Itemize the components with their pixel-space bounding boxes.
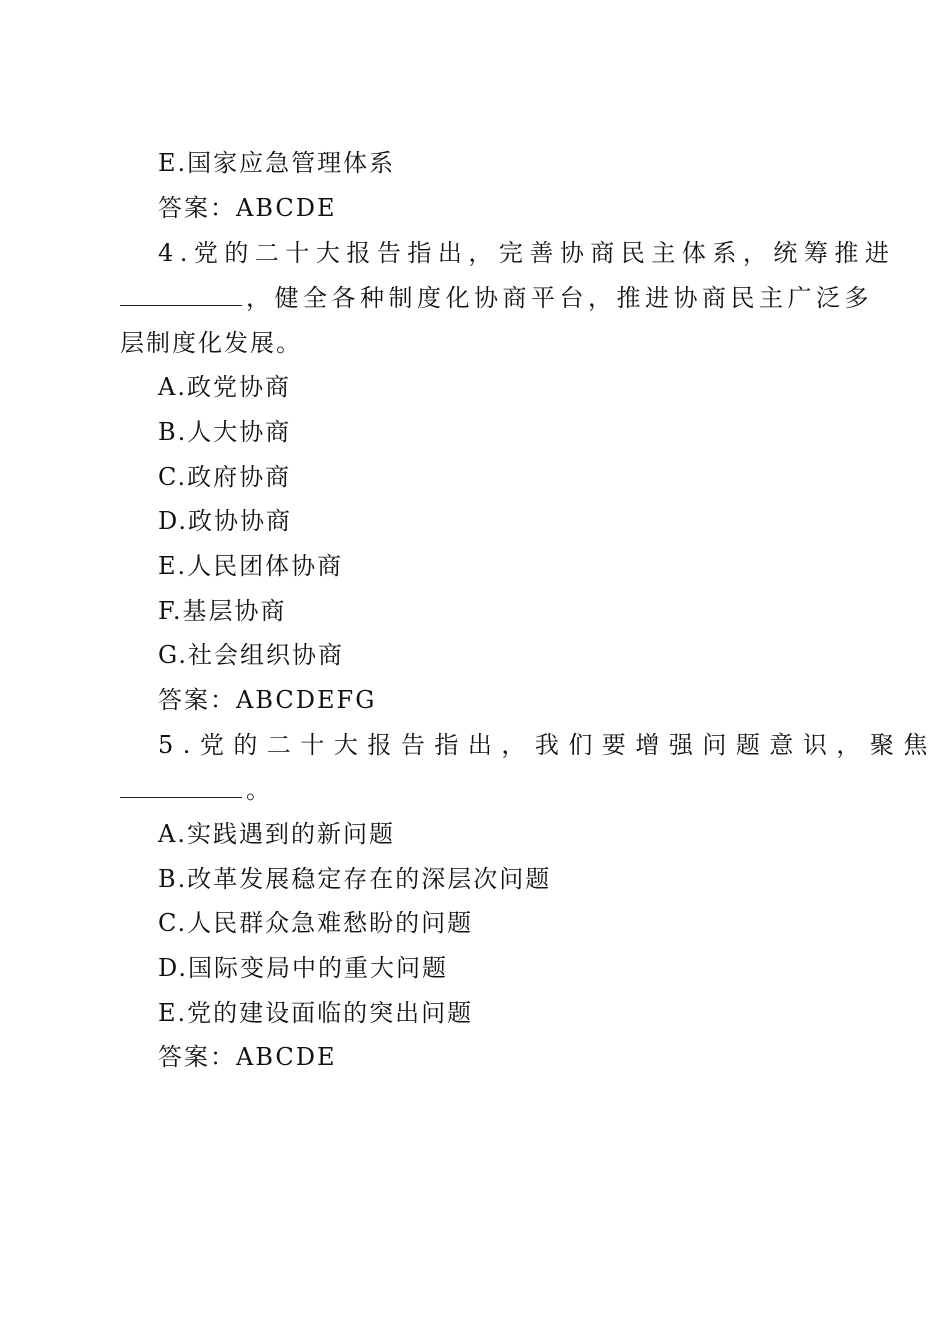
q5-option-d: D.国际变局中的重大问题 <box>158 954 449 982</box>
q4-option-g: G.社会组织协商 <box>158 641 344 669</box>
q4-fill-blank <box>120 285 242 306</box>
q3-answer: 答案：ABCDE <box>158 194 337 222</box>
q5-stem-line2-text: 。 <box>246 776 272 804</box>
q5-answer: 答案：ABCDE <box>158 1043 337 1071</box>
q4-option-b: B.人大协商 <box>158 418 292 446</box>
q4-option-c: C.政府协商 <box>158 463 292 491</box>
q4-stem-line2 <box>120 283 873 313</box>
q5-option-b: B.改革发展稳定存在的深层次问题 <box>158 865 552 893</box>
q5-option-e: E.党的建设面临的突出问题 <box>158 999 474 1027</box>
q5-option-c: C.人民群众急难愁盼的问题 <box>158 909 474 937</box>
q4-stem-line3: 层制度化发展。 <box>120 329 302 357</box>
q5-option-a: A.实践遇到的新问题 <box>158 820 395 848</box>
q5-stem-line1: 5.党的二十大报告指出，我们要增强问题意识，聚焦 <box>158 731 937 759</box>
q4-option-f: F.基层协商 <box>158 597 287 625</box>
q4-stem-line1: 4.党的二十大报告指出，完善协商民主体系，统筹推进 <box>158 239 896 267</box>
q4-answer: 答案：ABCDEFG <box>158 686 377 714</box>
q5-stem-line2 <box>120 775 272 805</box>
q4-option-d: D.政协协商 <box>158 507 293 535</box>
q4-option-e: E.人民团体协商 <box>158 552 344 580</box>
q4-stem-line2-text: ，健全各种制度化协商平台，推进协商民主广泛多 <box>246 284 873 312</box>
q3-option-e: E.国家应急管理体系 <box>158 149 396 177</box>
q5-fill-blank <box>120 777 242 798</box>
q4-option-a: A.政党协商 <box>158 373 291 401</box>
